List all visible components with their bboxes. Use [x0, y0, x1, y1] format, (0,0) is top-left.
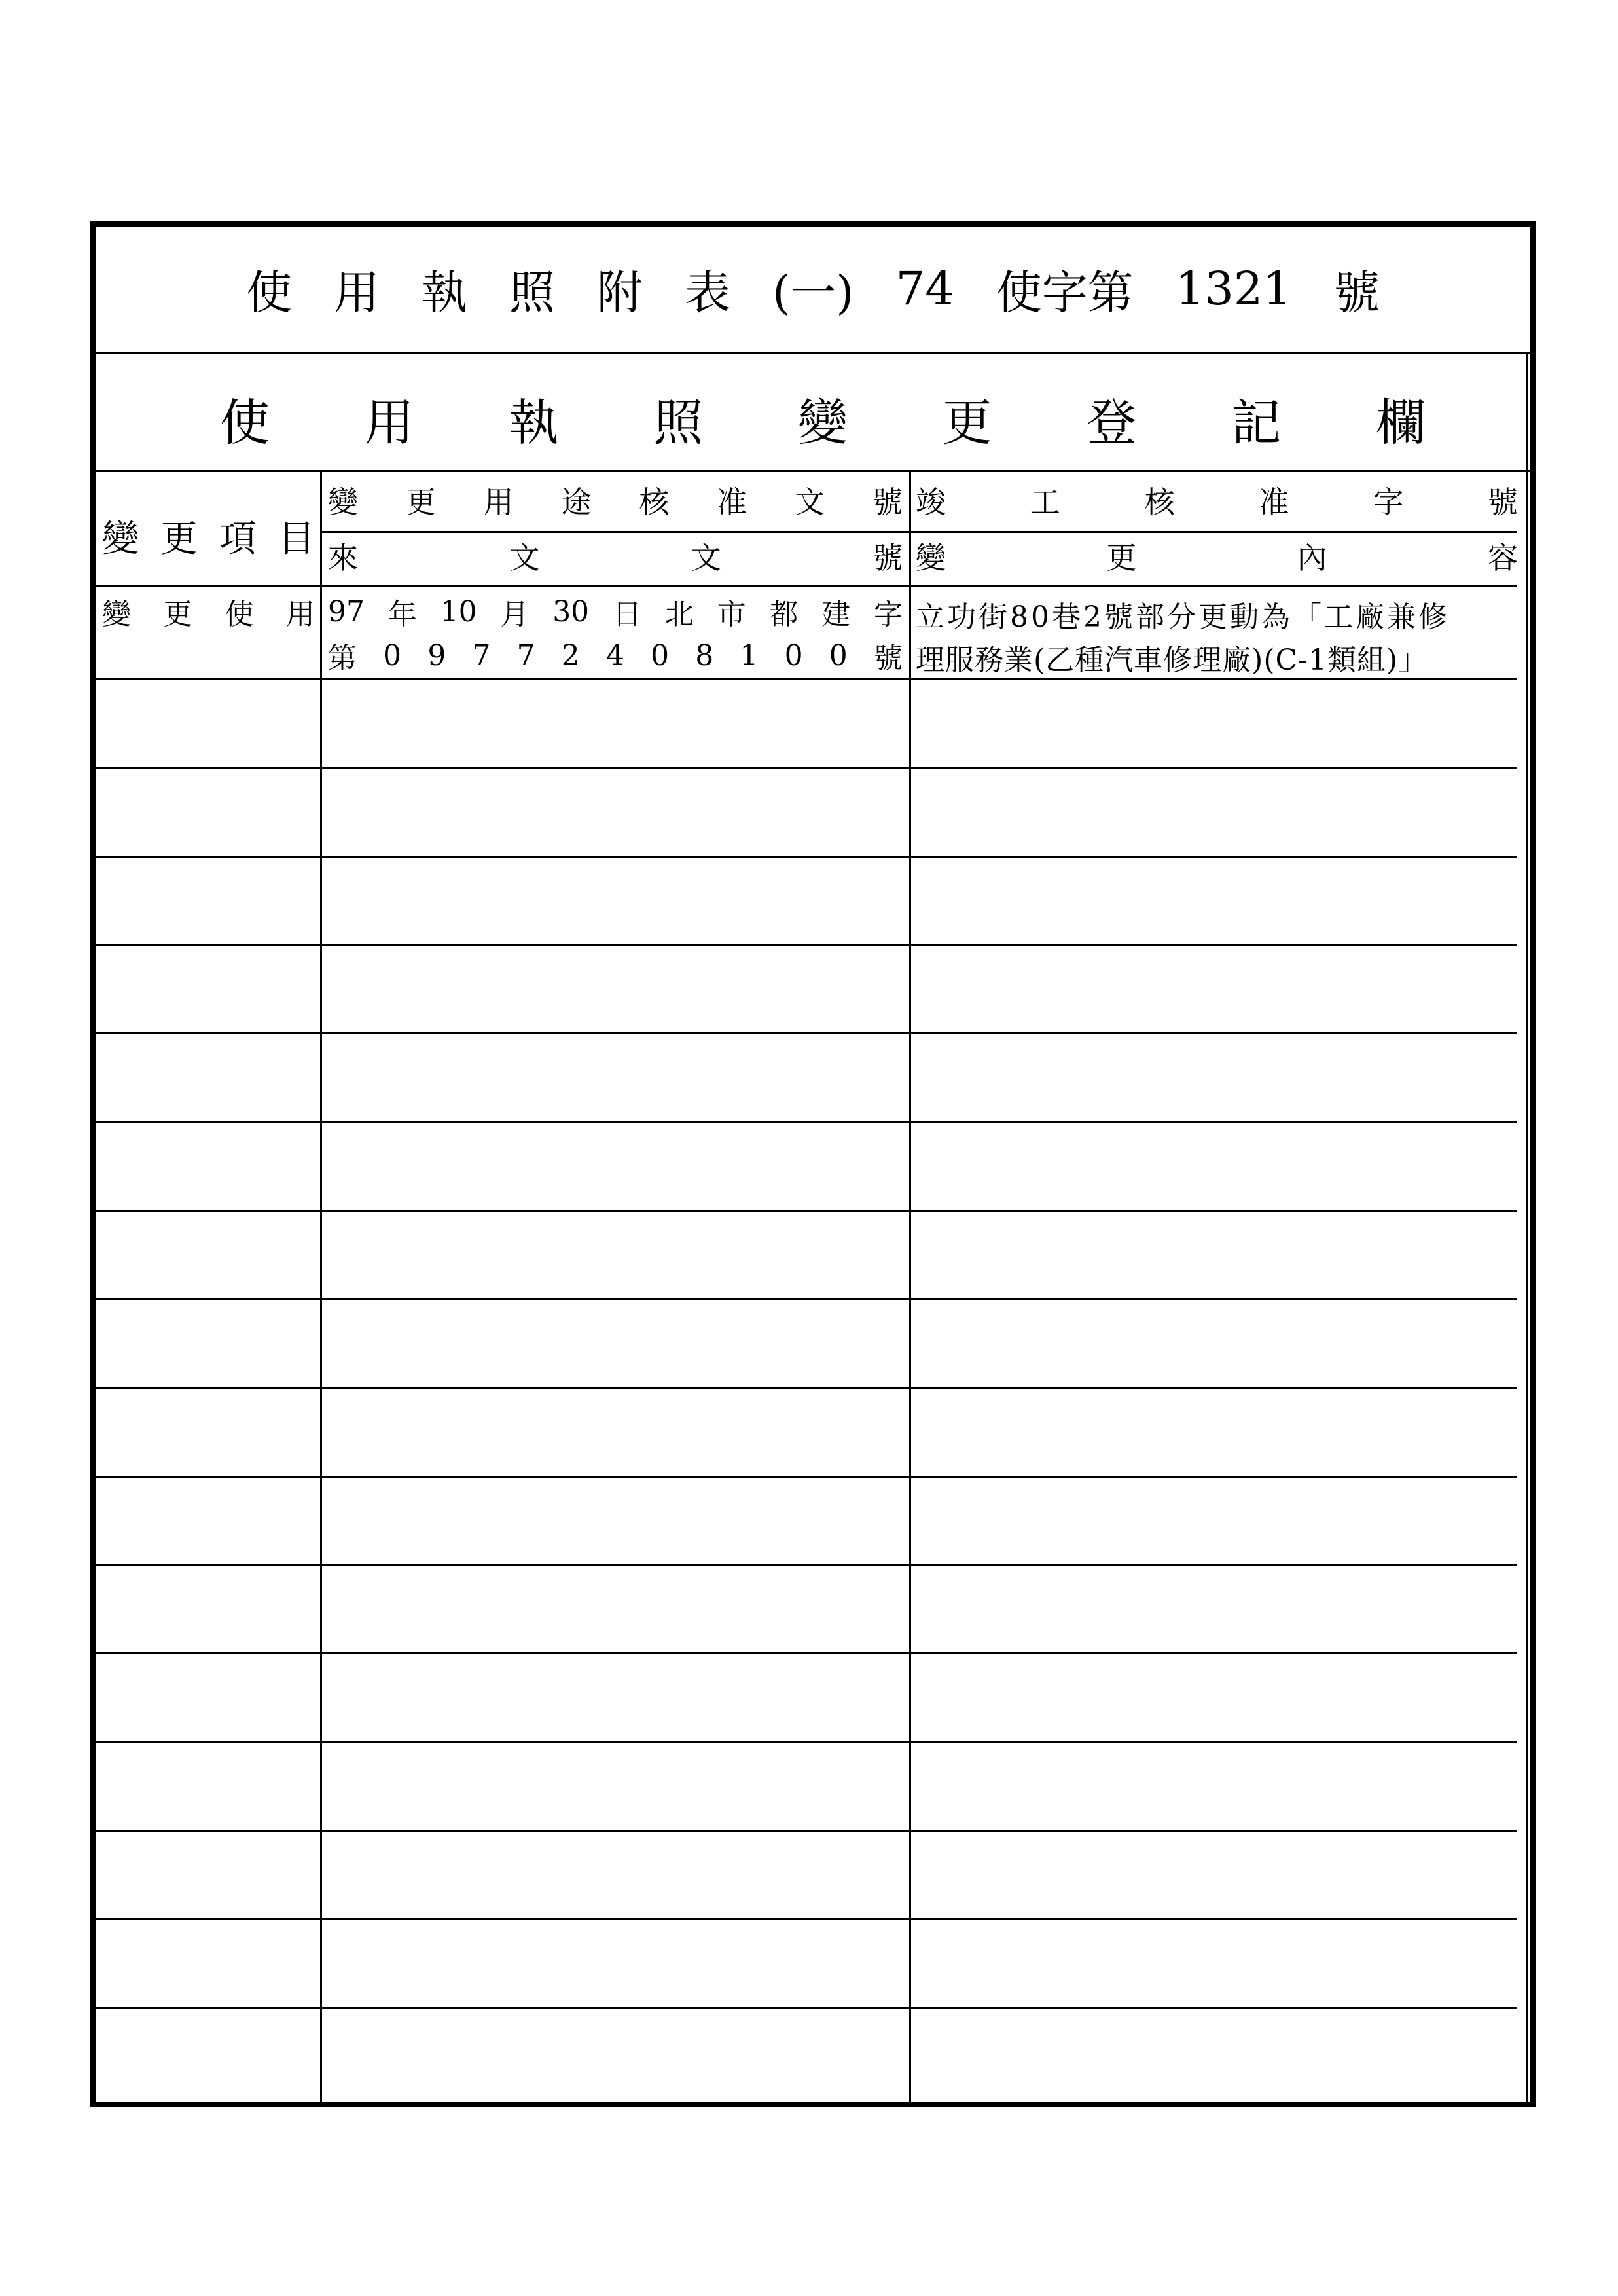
header-completion-no: [916, 479, 1518, 522]
incoming-doc-char: 文: [509, 540, 540, 575]
table-row-divider: [96, 1652, 1517, 1654]
column-divider-2: [909, 470, 911, 2107]
banner-char: 登: [1087, 393, 1137, 452]
incoming-doc-char: 文: [691, 540, 721, 575]
entry-item: [102, 590, 315, 633]
entry-doc-line-2: [328, 634, 903, 677]
doc-line-2-char: 7: [472, 638, 491, 672]
approval-doc-char: 號: [872, 484, 903, 520]
title-char: 表: [685, 265, 730, 319]
table-row-divider: [96, 1830, 1517, 1832]
entry-item-char: 使: [225, 598, 254, 631]
title-char: (一): [772, 265, 854, 319]
form-title: [246, 253, 1380, 325]
table-row-divider: [96, 1564, 1517, 1566]
table-row-divider: [96, 1476, 1517, 1478]
incoming-doc-char: 來: [328, 540, 358, 575]
table-row-divider: [96, 1121, 1517, 1123]
item-head-char: 更: [160, 518, 198, 560]
doc-line-2-char: 4: [605, 638, 624, 672]
banner-char: 用: [364, 393, 414, 452]
entry-content-line-1: 立功街80巷2號部分更動為「工廠兼修: [916, 600, 1450, 632]
divider-banner: [96, 470, 1530, 472]
section-banner: [220, 379, 1426, 458]
entry-content-line-2: 理服務業(乙種汽車修理廠)(C-1類組)」: [916, 644, 1428, 676]
item-head-char: 項: [219, 518, 257, 560]
doc-line-2-char: 0: [784, 638, 803, 672]
doc-line-2-char: 號: [873, 642, 903, 675]
doc-line-1-char: 建: [821, 598, 851, 631]
doc-line-1-char: 字: [873, 598, 903, 631]
table-right-border: [1526, 352, 1528, 2107]
doc-line-1-char: 都: [769, 598, 799, 631]
banner-char: 照: [653, 393, 704, 452]
approval-doc-char: 核: [639, 484, 670, 520]
table-row-divider: [96, 1741, 1517, 1743]
incoming-doc-char: 號: [872, 540, 903, 575]
title-char: 使字第: [996, 265, 1134, 319]
banner-char: 欄: [1376, 393, 1426, 452]
title-char: 1321: [1175, 262, 1292, 316]
doc-line-2-char: 第: [328, 642, 357, 675]
doc-line-2-char: 0: [829, 638, 848, 672]
doc-line-1-char: 年: [387, 598, 417, 631]
change-content-char: 變: [916, 540, 946, 575]
title-char: 用: [334, 265, 380, 319]
entry-item-char: 變: [102, 598, 131, 631]
table-row-divider: [96, 856, 1517, 858]
change-item-header: [102, 490, 315, 582]
table-row-divider: [96, 1298, 1517, 1300]
doc-line-1-char: 月: [500, 598, 530, 631]
item-head-char: 變: [102, 518, 139, 560]
table-row-divider: [96, 1032, 1517, 1034]
completion-char: 核: [1144, 484, 1175, 520]
change-content-char: 容: [1487, 540, 1518, 575]
approval-doc-char: 文: [795, 484, 825, 520]
doc-line-1-char: 日: [612, 598, 641, 631]
table-row-divider: [96, 767, 1517, 769]
table-row-divider: [96, 944, 1517, 946]
title-char: 照: [509, 265, 555, 319]
doc-line-2-char: 0: [383, 638, 402, 672]
doc-line-1-char: 10: [440, 594, 477, 629]
header-sub-divider: [320, 531, 1517, 533]
header-incoming-doc-no: [328, 534, 903, 577]
doc-line-2-char: 7: [516, 638, 535, 672]
title-char: 74: [895, 262, 954, 316]
entry-item-char: 更: [163, 598, 192, 631]
completion-char: 准: [1259, 484, 1289, 520]
header-approval-doc-no: [328, 479, 903, 522]
approval-doc-char: 途: [561, 484, 592, 520]
doc-line-2-char: 2: [561, 638, 580, 672]
approval-doc-char: 用: [483, 484, 514, 520]
completion-char: 字: [1373, 484, 1404, 520]
doc-line-1-char: 市: [717, 598, 746, 631]
banner-char: 更: [942, 393, 992, 452]
table-row-divider: [96, 1210, 1517, 1212]
approval-doc-char: 變: [328, 484, 358, 520]
column-divider-1: [320, 470, 322, 2107]
table-row-divider: [96, 2007, 1517, 2009]
doc-line-2-char: 1: [740, 638, 759, 672]
completion-char: 工: [1030, 484, 1060, 520]
entry-bottom-divider: [96, 678, 1517, 680]
completion-char: 竣: [916, 484, 946, 520]
usage-permit-annex-form: [90, 221, 1536, 2107]
table-row-divider: [96, 1918, 1517, 1920]
banner-char: 執: [509, 393, 559, 452]
doc-line-2-char: 0: [651, 638, 670, 672]
doc-line-2-char: 8: [695, 638, 714, 672]
table-row-divider: [96, 1387, 1517, 1389]
divider-title: [96, 352, 1530, 354]
title-char: 號: [1333, 265, 1380, 319]
approval-doc-char: 更: [405, 484, 436, 520]
banner-char: 使: [220, 393, 270, 452]
completion-char: 號: [1487, 484, 1518, 520]
banner-char: 記: [1231, 393, 1282, 452]
change-content-char: 更: [1106, 540, 1137, 575]
doc-line-1-char: 北: [664, 598, 694, 631]
item-head-char: 目: [278, 518, 315, 560]
entry-item-char: 用: [285, 598, 315, 631]
title-char: 附: [597, 265, 643, 319]
title-char: 執: [422, 265, 467, 319]
header-change-content: [916, 534, 1518, 577]
entry-doc-line-1: [328, 590, 903, 633]
doc-line-2-char: 9: [427, 638, 446, 672]
change-content-char: 內: [1297, 540, 1327, 575]
header-bottom-divider: [96, 585, 1517, 587]
approval-doc-char: 准: [717, 484, 747, 520]
banner-char: 變: [798, 393, 848, 452]
title-char: 使: [246, 265, 292, 319]
doc-line-1-char: 30: [552, 594, 590, 629]
doc-line-1-char: 97: [328, 594, 365, 629]
